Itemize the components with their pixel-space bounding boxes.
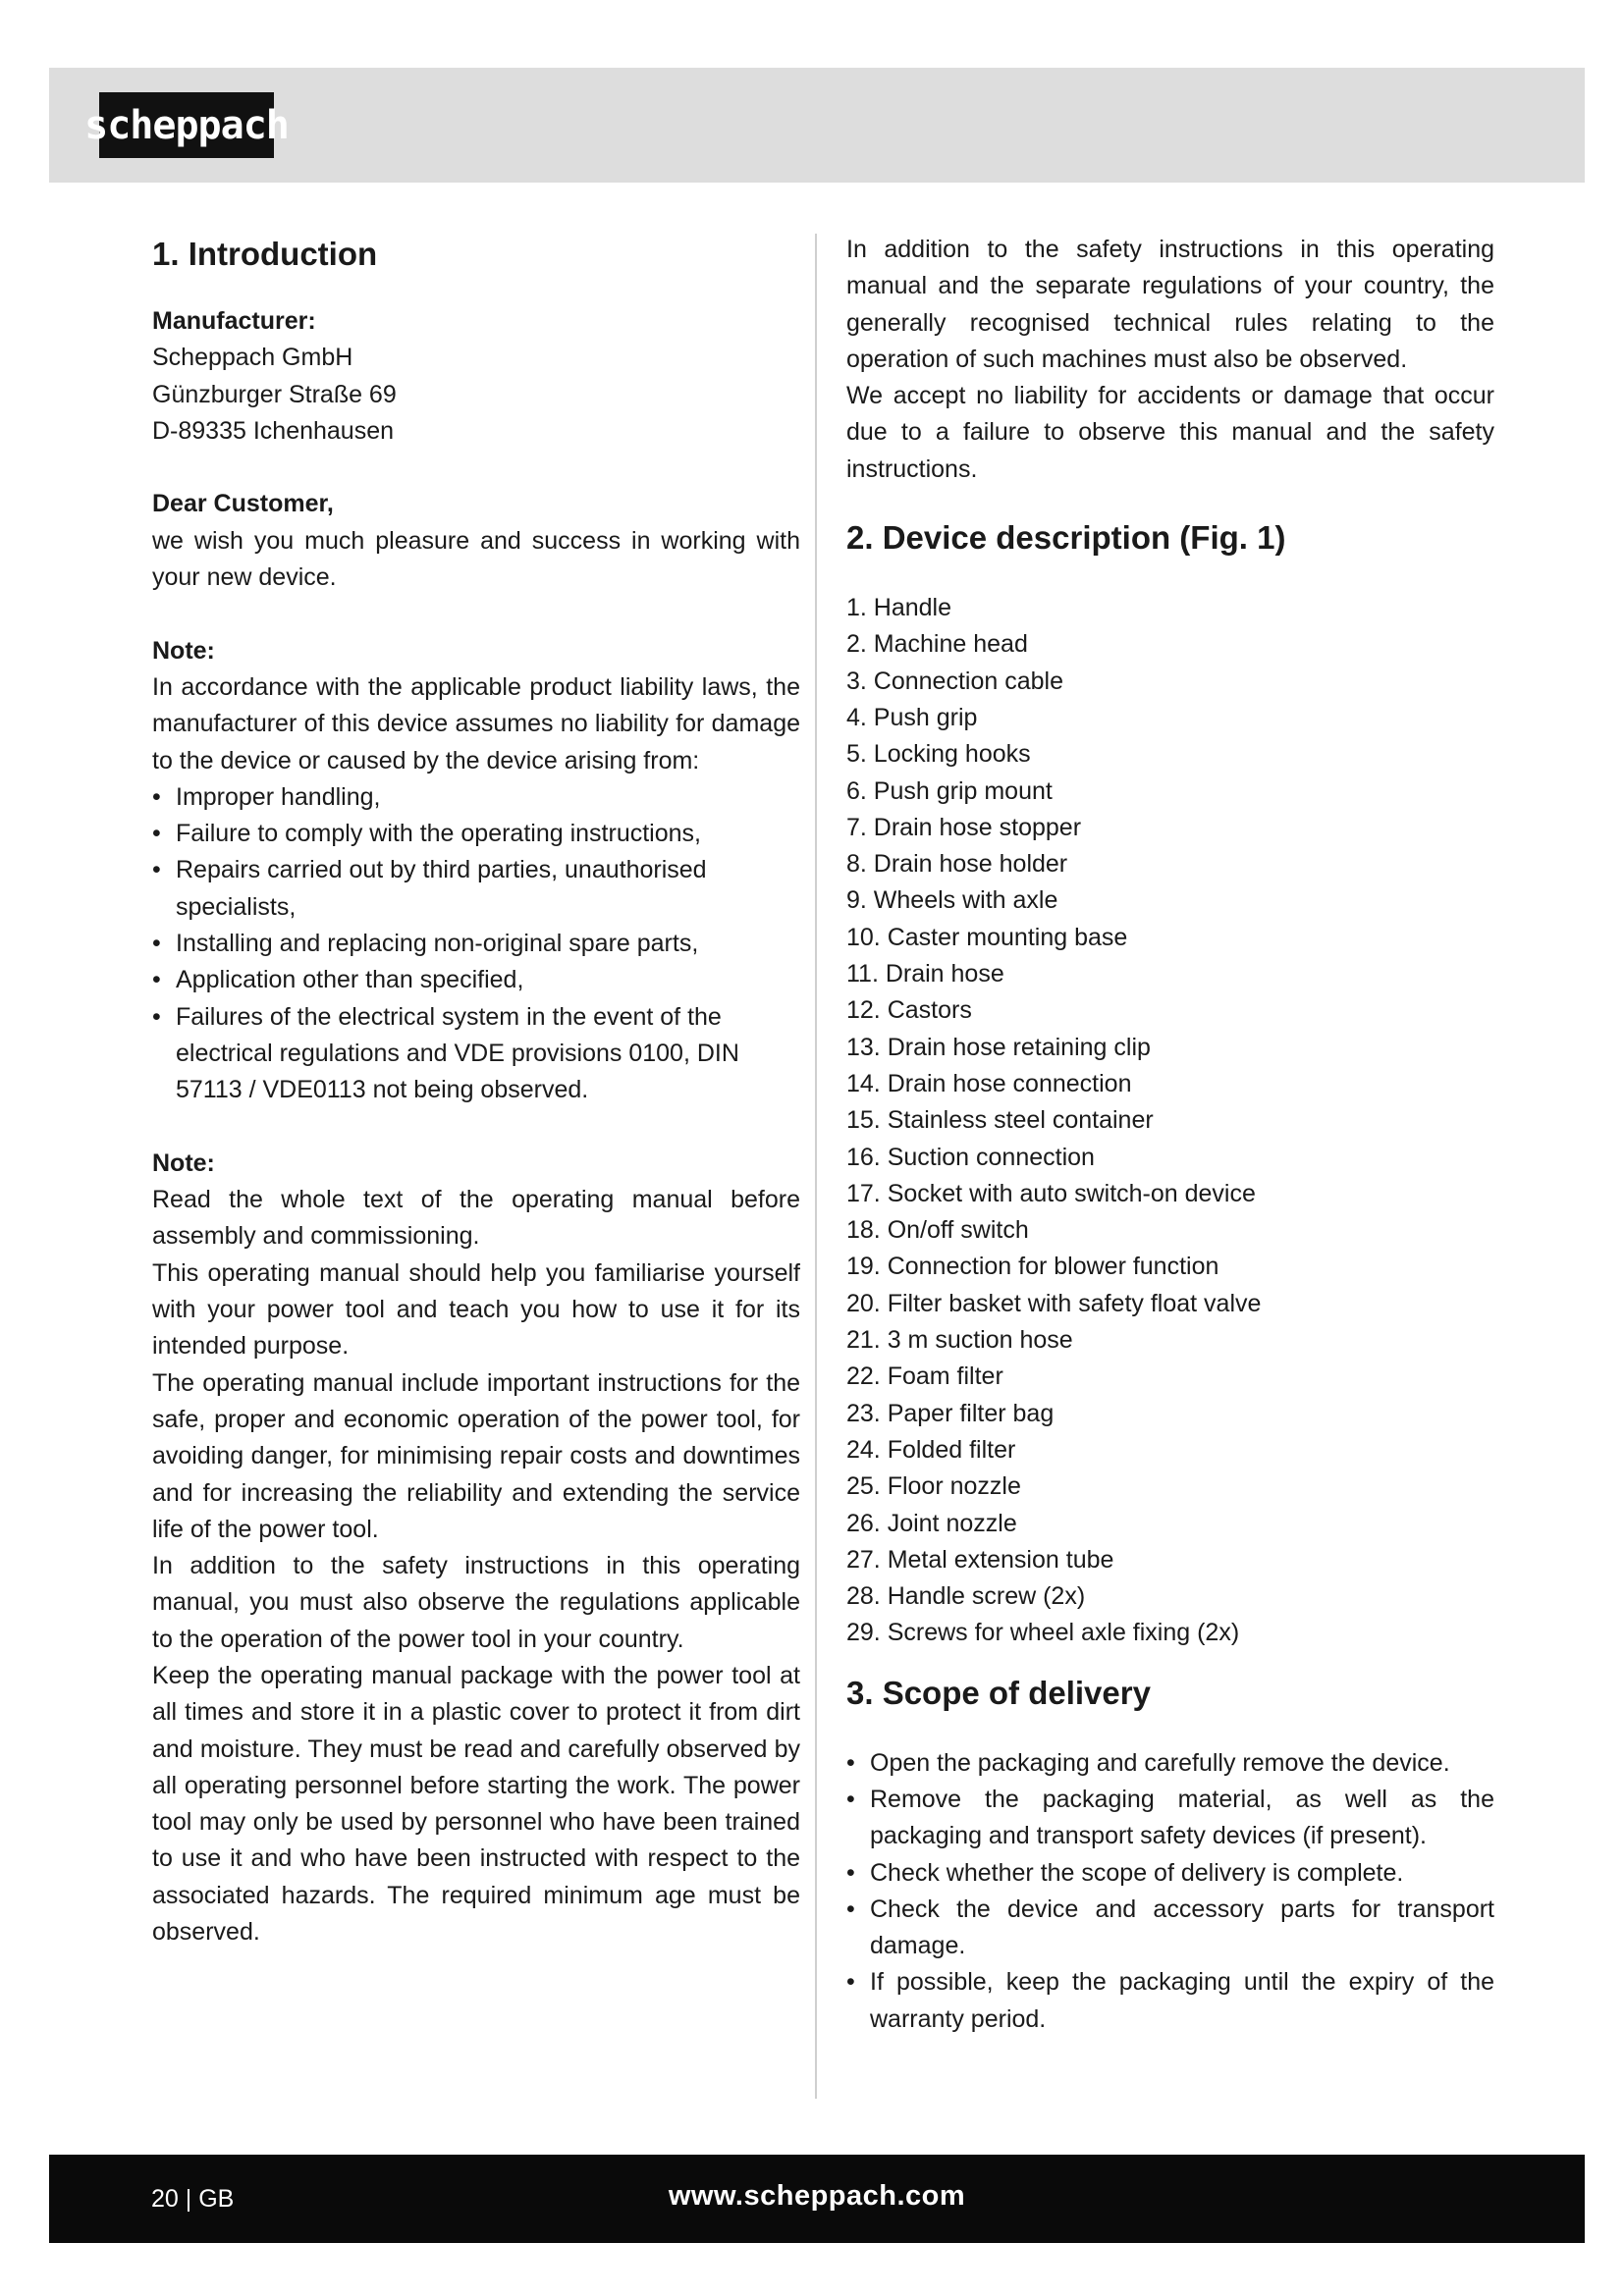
list-item: • Installing and replacing non-original spare parts, [152,926,800,962]
address-line: Scheppach GmbH [152,344,353,372]
manual-paragraph: This operating manual should help you familiarise yourself with your power tool and teach you how to use it for its intended purpose. [152,1258,800,1361]
scope-list [846,1745,1494,2038]
manual-paragraph: Read the whole text of the operating manual before assembly and commissioning. [152,1186,800,1251]
list-item: 23. Paper filter bag [846,1399,1055,1427]
list-item: 25. Floor nozzle [846,1472,1021,1501]
list-item: 16. Suction connection [846,1143,1095,1171]
list-item: 11. Drain hose [846,960,1004,988]
list-item: 20. Filter basket with safety float valve [846,1289,1262,1317]
list-item: 19. Connection for blower function [846,1253,1219,1281]
header-band [49,68,1585,183]
list-item: 4. Push grip [846,703,978,731]
regulations-paragraph: In addition to the safety instructions in this operating manual and the separate regulations of your country, the generally recognised technical rules relating to the operation of such machines must also be observed. [846,236,1494,373]
footer-band [49,2155,1585,2243]
list-item: 13. Drain hose retaining clip [846,1033,1151,1061]
list-item: 1. Handle [846,594,952,622]
list-item: 14. Drain hose connection [846,1069,1132,1097]
list-item: • Failures of the electrical system in the event of the electrical regulations and VDE provisions 0100, DIN 57113 / VDE0113 not being observed. [152,999,800,1109]
website-link[interactable]: www.scheppach.com [668,2180,966,2212]
scope-of-delivery-heading: 3. Scope of delivery [846,1674,1151,1711]
dear-customer-label: Dear Customer, [152,490,334,518]
list-item: • Improper handling, [152,779,800,816]
list-item: 22. Foam filter [846,1362,1003,1391]
scheppach-logo: scheppach [99,92,274,158]
introduction-heading: 1. Introduction [152,236,378,272]
list-item: 28. Handle screw (2x) [846,1582,1086,1611]
address-line: D-89335 Ichenhausen [152,416,395,445]
list-item: 26. Joint nozzle [846,1509,1017,1537]
manual-paragraph: Keep the operating manual package with the power tool at all times and store it in a plastic cover to protect it from dirt and moisture. They must be read and carefully observed by all operating personnel before starting the work. The power tool may only be used by personnel who have been trained to use it and who have been instructed with respect to the associated hazards. The required minimum age must be observed. [152,1661,800,1947]
list-item: 24. Folded filter [846,1435,1016,1464]
list-item: 10. Caster mounting base [846,923,1128,951]
list-item: 7. Drain hose stopper [846,813,1082,841]
list-item: 27. Metal extension tube [846,1545,1114,1574]
device-description-heading: 2. Device description (Fig. 1) [846,519,1286,557]
list-item: 29. Screws for wheel axle fixing (2x) [846,1619,1240,1647]
right-column [846,232,1494,2038]
liability-list [152,779,800,1109]
list-item: 21. 3 m suction hose [846,1326,1073,1355]
list-item: 2. Machine head [846,630,1028,659]
list-item: 18. On/off switch [846,1216,1029,1245]
list-item: 3. Connection cable [846,667,1063,695]
list-item: • Open the packaging and carefully remove the device. [846,1745,1494,1782]
column-divider [815,234,817,2099]
list-item: 17. Socket with auto switch-on device [846,1179,1256,1207]
list-item: • Repairs carried out by third parties, unauthorised specialists, [152,852,800,926]
list-item: 15. Stainless steel container [846,1106,1154,1135]
manual-paragraph: In addition to the safety instructions in this operating manual, you must also observe the regulations applicable to the operation of the power tool in your country. [152,1552,800,1653]
list-item: • Failure to comply with the operating instructions, [152,816,800,852]
list-item: 6. Push grip mount [846,776,1053,805]
list-item: 9. Wheels with axle [846,886,1058,915]
address-line: Günzburger Straße 69 [152,380,397,408]
list-item: 12. Castors [846,996,972,1025]
note-label: Note: [152,636,215,665]
list-item: 5. Locking hooks [846,740,1031,769]
list-item: • If possible, keep the packaging until the expiry of the warranty period. [846,1964,1494,2038]
device-parts-list [846,590,1494,1652]
list-item: • Application other than specified, [152,962,800,998]
note-label: Note: [152,1148,215,1177]
left-column [152,232,800,1950]
page-number: 20 | GB [151,2185,235,2213]
dear-customer-text: we wish you much pleasure and success in working with your new device. [152,526,800,592]
list-item: • Check the device and accessory parts for transport damage. [846,1892,1494,1965]
liability-paragraph: We accept no liability for accidents or damage that occur due to a failure to observe this manual and the safety instructions. [846,382,1494,483]
manual-paragraph: The operating manual include important instructions for the safe, proper and economic operation of the power tool, for avoiding danger, for minimising repair costs and downtimes and for increasing the reliability and extending the service life of the power tool. [152,1368,800,1543]
list-item: • Remove the packaging material, as well as the packaging and transport safety devices (if present). [846,1782,1494,1855]
liability-text: In accordance with the applicable product liability laws, the manufacturer of this device assumes no liability for damage to the device or caused by the device arising from: [152,672,800,774]
list-item: 8. Drain hose holder [846,850,1068,879]
manufacturer-label: Manufacturer: [152,307,316,335]
list-item: • Check whether the scope of delivery is complete. [846,1855,1494,1892]
